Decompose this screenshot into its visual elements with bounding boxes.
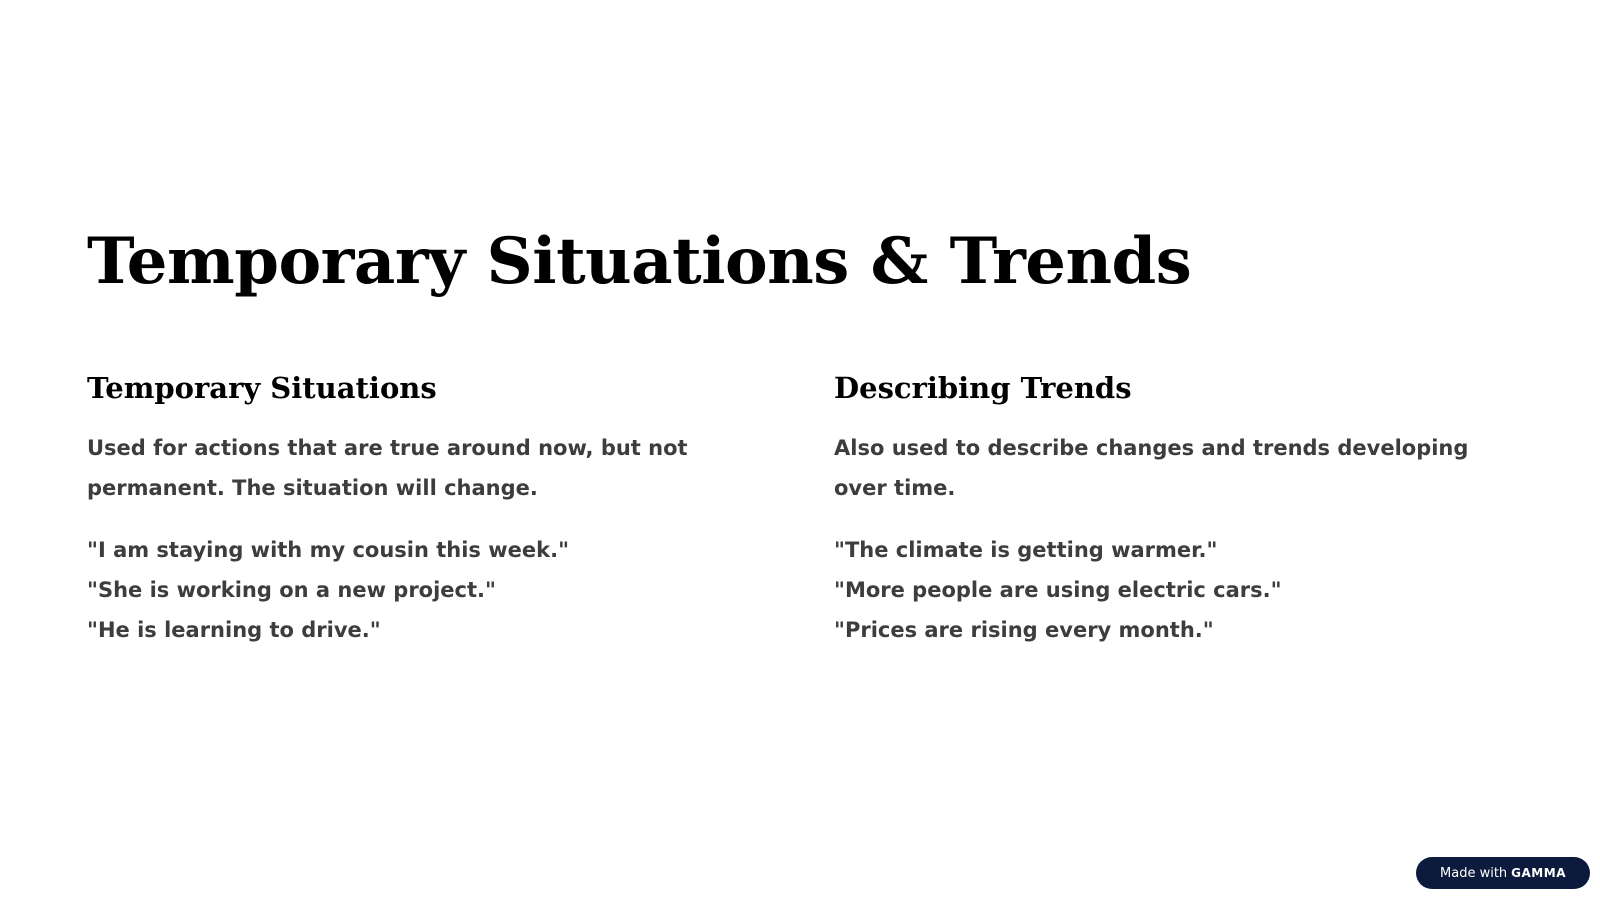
describing-trends-examples <box>834 530 1484 650</box>
made-with-gamma-badge[interactable] <box>1416 857 1590 889</box>
slide-title: Temporary Situations & Trends <box>87 224 1192 299</box>
describing-trends-column <box>834 366 1484 650</box>
describing-trends-description: Also used to describe changes and trends developing over time. <box>834 436 1469 500</box>
example-sentence: "More people are using electric cars." <box>834 578 1282 602</box>
gamma-logo: GAMMA <box>1511 866 1566 880</box>
example-sentence: "He is learning to drive." <box>87 618 381 642</box>
temporary-situations-examples <box>87 530 737 650</box>
badge-prefix: Made with <box>1440 865 1508 881</box>
example-sentence: "I am staying with my cousin this week." <box>87 538 570 562</box>
example-sentence: "She is working on a new project." <box>87 578 496 602</box>
example-sentence: "Prices are rising every month." <box>834 618 1214 642</box>
example-sentence: "The climate is getting warmer." <box>834 538 1218 562</box>
temporary-situations-description: Used for actions that are true around now, but not permanent. The situation will change. <box>87 436 688 500</box>
temporary-situations-heading: Temporary Situations <box>87 371 437 405</box>
temporary-situations-column <box>87 366 737 650</box>
describing-trends-heading: Describing Trends <box>834 371 1132 405</box>
